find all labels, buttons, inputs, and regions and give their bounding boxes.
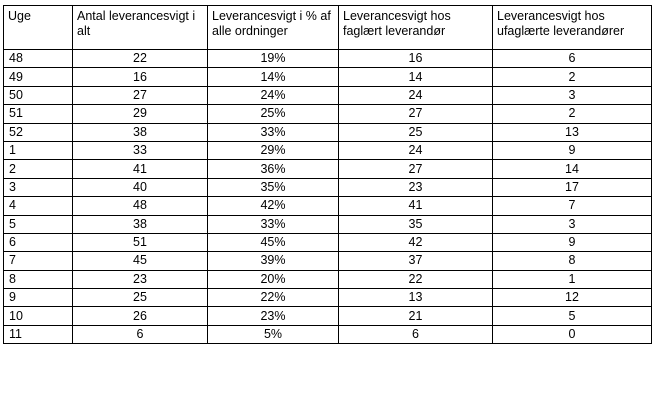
cell-week: 3 bbox=[4, 178, 73, 196]
cell-failure-percent: 33% bbox=[208, 123, 339, 141]
cell-week: 6 bbox=[4, 233, 73, 251]
cell-unskilled-suppliers: 3 bbox=[493, 86, 652, 104]
cell-skilled-supplier: 24 bbox=[339, 141, 493, 159]
cell-failure-percent: 39% bbox=[208, 252, 339, 270]
header-total-failures: Antal leverancesvigt i alt bbox=[73, 6, 208, 50]
header-failure-percent: Leverancesvigt i % af alle ordninger bbox=[208, 6, 339, 50]
cell-unskilled-suppliers: 5 bbox=[493, 307, 652, 325]
cell-unskilled-suppliers: 17 bbox=[493, 178, 652, 196]
cell-total-failures: 38 bbox=[73, 215, 208, 233]
cell-total-failures: 51 bbox=[73, 233, 208, 251]
cell-total-failures: 27 bbox=[73, 86, 208, 104]
table-row bbox=[4, 325, 652, 343]
table-row bbox=[4, 68, 652, 86]
cell-total-failures: 25 bbox=[73, 289, 208, 307]
cell-week: 52 bbox=[4, 123, 73, 141]
cell-unskilled-suppliers: 9 bbox=[493, 233, 652, 251]
cell-skilled-supplier: 22 bbox=[339, 270, 493, 288]
table-row bbox=[4, 141, 652, 159]
cell-unskilled-suppliers: 9 bbox=[493, 141, 652, 159]
cell-failure-percent: 35% bbox=[208, 178, 339, 196]
cell-failure-percent: 20% bbox=[208, 270, 339, 288]
cell-skilled-supplier: 42 bbox=[339, 233, 493, 251]
cell-skilled-supplier: 37 bbox=[339, 252, 493, 270]
cell-skilled-supplier: 21 bbox=[339, 307, 493, 325]
cell-skilled-supplier: 6 bbox=[339, 325, 493, 343]
cell-week: 5 bbox=[4, 215, 73, 233]
cell-failure-percent: 5% bbox=[208, 325, 339, 343]
cell-total-failures: 33 bbox=[73, 141, 208, 159]
cell-total-failures: 23 bbox=[73, 270, 208, 288]
cell-failure-percent: 23% bbox=[208, 307, 339, 325]
table-row bbox=[4, 307, 652, 325]
table-row bbox=[4, 270, 652, 288]
cell-skilled-supplier: 24 bbox=[339, 86, 493, 104]
cell-skilled-supplier: 14 bbox=[339, 68, 493, 86]
cell-skilled-supplier: 27 bbox=[339, 160, 493, 178]
table-body bbox=[4, 50, 652, 344]
cell-total-failures: 45 bbox=[73, 252, 208, 270]
cell-unskilled-suppliers: 2 bbox=[493, 68, 652, 86]
cell-failure-percent: 36% bbox=[208, 160, 339, 178]
cell-week: 2 bbox=[4, 160, 73, 178]
cell-week: 49 bbox=[4, 68, 73, 86]
cell-unskilled-suppliers: 2 bbox=[493, 105, 652, 123]
table-row bbox=[4, 105, 652, 123]
table-row bbox=[4, 289, 652, 307]
cell-failure-percent: 25% bbox=[208, 105, 339, 123]
table-row bbox=[4, 197, 652, 215]
cell-unskilled-suppliers: 13 bbox=[493, 123, 652, 141]
cell-unskilled-suppliers: 12 bbox=[493, 289, 652, 307]
table-row bbox=[4, 50, 652, 68]
cell-week: 8 bbox=[4, 270, 73, 288]
cell-skilled-supplier: 27 bbox=[339, 105, 493, 123]
table-row bbox=[4, 252, 652, 270]
cell-unskilled-suppliers: 1 bbox=[493, 270, 652, 288]
header-week: Uge bbox=[4, 6, 73, 50]
table-row bbox=[4, 215, 652, 233]
cell-total-failures: 41 bbox=[73, 160, 208, 178]
cell-skilled-supplier: 23 bbox=[339, 178, 493, 196]
header-unskilled-suppliers: Leverancesvigt hos ufaglærte leverandører bbox=[493, 6, 652, 50]
cell-skilled-supplier: 41 bbox=[339, 197, 493, 215]
cell-week: 11 bbox=[4, 325, 73, 343]
cell-unskilled-suppliers: 0 bbox=[493, 325, 652, 343]
header-skilled-supplier: Leverancesvigt hos faglært leverandør bbox=[339, 6, 493, 50]
table-row bbox=[4, 86, 652, 104]
table-row bbox=[4, 123, 652, 141]
cell-skilled-supplier: 16 bbox=[339, 50, 493, 68]
cell-total-failures: 22 bbox=[73, 50, 208, 68]
cell-total-failures: 29 bbox=[73, 105, 208, 123]
cell-week: 51 bbox=[4, 105, 73, 123]
table-row bbox=[4, 178, 652, 196]
cell-week: 1 bbox=[4, 141, 73, 159]
cell-failure-percent: 19% bbox=[208, 50, 339, 68]
cell-total-failures: 38 bbox=[73, 123, 208, 141]
cell-unskilled-suppliers: 14 bbox=[493, 160, 652, 178]
cell-week: 9 bbox=[4, 289, 73, 307]
cell-total-failures: 26 bbox=[73, 307, 208, 325]
cell-unskilled-suppliers: 6 bbox=[493, 50, 652, 68]
header-row bbox=[4, 6, 652, 50]
cell-total-failures: 6 bbox=[73, 325, 208, 343]
cell-unskilled-suppliers: 7 bbox=[493, 197, 652, 215]
cell-total-failures: 40 bbox=[73, 178, 208, 196]
cell-week: 4 bbox=[4, 197, 73, 215]
cell-failure-percent: 45% bbox=[208, 233, 339, 251]
cell-failure-percent: 42% bbox=[208, 197, 339, 215]
table-row bbox=[4, 160, 652, 178]
cell-failure-percent: 22% bbox=[208, 289, 339, 307]
data-table bbox=[3, 5, 652, 344]
cell-total-failures: 16 bbox=[73, 68, 208, 86]
cell-failure-percent: 24% bbox=[208, 86, 339, 104]
cell-failure-percent: 33% bbox=[208, 215, 339, 233]
cell-unskilled-suppliers: 8 bbox=[493, 252, 652, 270]
cell-week: 48 bbox=[4, 50, 73, 68]
cell-skilled-supplier: 13 bbox=[339, 289, 493, 307]
cell-week: 10 bbox=[4, 307, 73, 325]
cell-failure-percent: 14% bbox=[208, 68, 339, 86]
cell-skilled-supplier: 35 bbox=[339, 215, 493, 233]
table-row bbox=[4, 233, 652, 251]
cell-failure-percent: 29% bbox=[208, 141, 339, 159]
cell-total-failures: 48 bbox=[73, 197, 208, 215]
cell-week: 7 bbox=[4, 252, 73, 270]
cell-skilled-supplier: 25 bbox=[339, 123, 493, 141]
cell-week: 50 bbox=[4, 86, 73, 104]
cell-unskilled-suppliers: 3 bbox=[493, 215, 652, 233]
